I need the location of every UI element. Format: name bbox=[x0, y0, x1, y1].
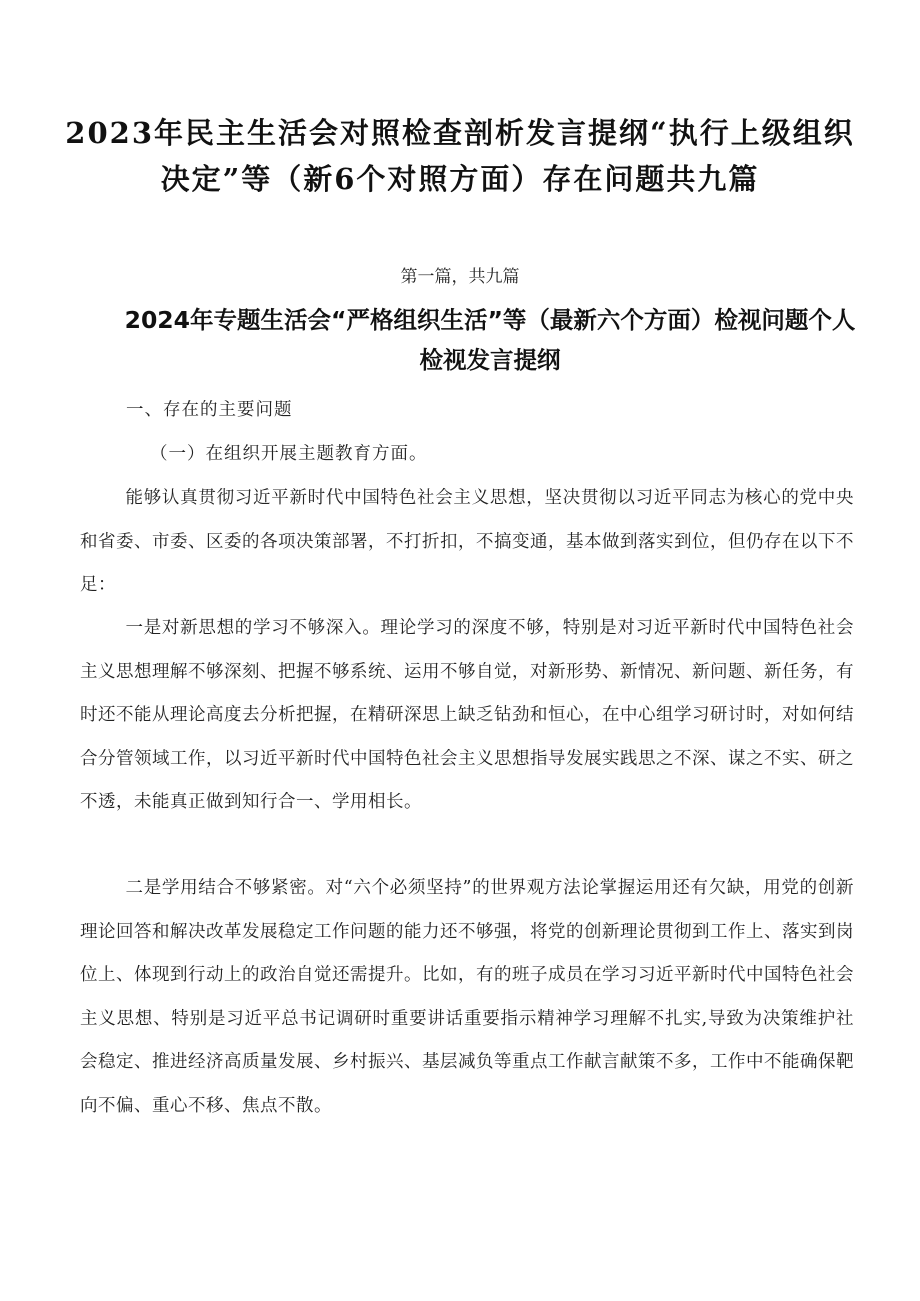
document-sub-title: 2024年专题生活会“严格组织生活”等（最新六个方面）检视问题个人检视发言提纲 bbox=[124, 306, 856, 374]
heading-theme-education: （一）在组织开展主题教育方面。 bbox=[150, 444, 428, 464]
body-paragraph: 二是学用结合不够紧密。对“六个必须坚持”的世界观方法论掌握运用还有欠缺，用党的创新理论回答和解决改革发展稳定工作问题的能力还不够强，将党的创新理论贯彻到工作上、落实到岗位上、体现到行动上的政治自觉还需提升。比如，有的班子成员在学习习近平新时代中国特色社会主义思想、特别是习近平总书记调研时重要讲话重要指示精神学习理解不扎实,导致为决策维护社会稳定、推进经济高质量发展、乡村振兴、基层减负等重点工作献言献策不多，工作中不能确保靶向不偏、重心不移、焦点不散。 bbox=[80, 878, 854, 1116]
section-label: 第一篇，共九篇 bbox=[400, 267, 520, 287]
body-paragraph: 一是对新思想的学习不够深入。理论学习的深度不够，特别是对习近平新时代中国特色社会主义思想理解不够深刻、把握不够系统、运用不够自觉，对新形势、新情况、新问题、新任务，有时还不能从理论高度去分析把握，在精研深思上缺乏钻劲和恒心，在中心组学习研讨时，对如何结合分管领域工作，以习近平新时代中国特色社会主义思想指导发展实践思之不深、谋之不实、研之不透，未能真正做到知行合一、学用相长。 bbox=[80, 618, 854, 812]
heading-main-problems: 一、存在的主要问题 bbox=[126, 400, 293, 420]
body-paragraph: 能够认真贯彻习近平新时代中国特色社会主义思想，坚决贯彻以习近平同志为核心的党中央和省委、市委、区委的各项决策部署，不打折扣，不搞变通，基本做到落实到位，但仍存在以下不足： bbox=[80, 488, 854, 595]
document-main-title: 2023年民主生活会对照检查剖析发言提纲“执行上级组织决定”等（新6个对照方面）存在问题共九篇 bbox=[65, 116, 855, 196]
